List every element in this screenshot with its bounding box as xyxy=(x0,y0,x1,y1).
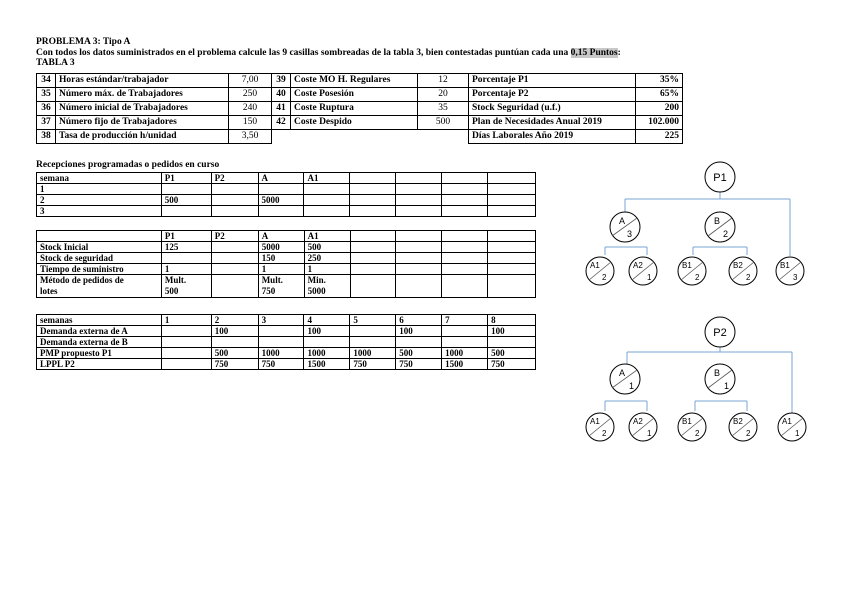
tabla3-row xyxy=(37,74,683,88)
column-header: 6 xyxy=(396,315,442,326)
table-cell: 500 xyxy=(161,195,211,206)
table-cell: 500 xyxy=(488,348,536,359)
table-cell: 1 xyxy=(304,264,350,275)
row-number: 34 xyxy=(37,74,56,88)
p1-b2-qty: 2 xyxy=(746,273,751,282)
column-header: P2 xyxy=(211,173,258,184)
column-header: 4 xyxy=(304,315,350,326)
table-cell: 5000 xyxy=(258,195,304,206)
p1-b1r-name: B1 xyxy=(780,261,790,270)
p2-a-qty: 1 xyxy=(629,381,635,391)
table-cell xyxy=(350,337,396,348)
lotes-cell xyxy=(258,275,304,298)
table-cell xyxy=(211,242,258,253)
table-cell: 2 xyxy=(37,195,162,206)
table-row xyxy=(37,348,536,359)
p1-root-label: P1 xyxy=(713,172,727,184)
table-cell xyxy=(396,242,442,253)
param-label: Tasa de producción h/unidad xyxy=(56,130,229,144)
table-cell: 100 xyxy=(211,326,258,337)
table-cell xyxy=(211,253,258,264)
table-row xyxy=(37,206,536,217)
table-cell xyxy=(488,195,536,206)
lotes-label xyxy=(37,275,162,298)
table-cell xyxy=(211,195,258,206)
cost-value: 500 xyxy=(418,116,469,130)
plan-value: 225 xyxy=(636,130,683,144)
p2-a2-qty: 1 xyxy=(647,429,652,438)
param-label: Número inicial de Trabajadores xyxy=(56,102,229,116)
table-cell xyxy=(350,195,396,206)
lotes-label-line1: Método de pedidos de xyxy=(40,275,124,285)
plan-value: 65% xyxy=(636,88,683,102)
column-header xyxy=(442,231,488,242)
plan-label: Días Laborales Año 2019 xyxy=(469,130,636,144)
plan-label: Porcentaje P2 xyxy=(469,88,636,102)
table-cell: 125 xyxy=(161,242,211,253)
param-label: Número fijo de Trabajadores xyxy=(56,116,229,130)
lotes-label-line2: lotes xyxy=(40,286,58,296)
problem-title: PROBLEMA 3: Tipo A xyxy=(36,37,131,47)
table-cell xyxy=(350,264,396,275)
table-cell xyxy=(161,206,211,217)
table-cell: 750 xyxy=(350,359,396,370)
product-structure-diagram xyxy=(575,150,825,460)
p1-a-qty: 3 xyxy=(627,229,633,239)
table-row xyxy=(37,337,536,348)
param-value: 7,00 xyxy=(229,74,272,88)
column-header: 1 xyxy=(161,315,211,326)
table-cell xyxy=(396,264,442,275)
table-header-row xyxy=(37,315,536,326)
table-cell xyxy=(442,206,488,217)
table-cell xyxy=(211,337,258,348)
lotes-cell xyxy=(488,275,536,298)
plan-label: Stock Seguridad (u.f.) xyxy=(469,102,636,116)
recepciones-title: Recepciones programadas o pedidos en curso xyxy=(36,160,220,170)
column-header: P1 xyxy=(161,231,211,242)
p1-b-name: B xyxy=(714,216,721,226)
plan-value: 35% xyxy=(636,74,683,88)
table-cell xyxy=(258,206,304,217)
table-row xyxy=(37,184,536,195)
p2-a1-qty: 2 xyxy=(602,429,607,438)
param-value: 150 xyxy=(229,116,272,130)
lotes-size: 750 xyxy=(261,286,276,296)
cost-label: Coste MO H. Regulares xyxy=(291,74,418,88)
tabla3-row xyxy=(37,88,683,102)
table-cell: 3 xyxy=(37,206,162,217)
tabla3-row xyxy=(37,130,683,144)
column-header xyxy=(350,231,396,242)
lotes-row xyxy=(37,275,536,298)
table-cell xyxy=(442,264,488,275)
table-row xyxy=(37,326,536,337)
table-cell xyxy=(304,195,350,206)
table-cell: 5000 xyxy=(258,242,304,253)
table-header-row xyxy=(37,231,536,242)
lotes-cell xyxy=(396,275,442,298)
table-cell xyxy=(442,184,488,195)
table-cell: 150 xyxy=(258,253,304,264)
table-cell xyxy=(488,184,536,195)
table-cell: 750 xyxy=(396,359,442,370)
table-cell: 1000 xyxy=(258,348,304,359)
table-cell xyxy=(396,253,442,264)
table-cell xyxy=(161,348,211,359)
column-header: P2 xyxy=(211,231,258,242)
lotes-cell xyxy=(350,275,396,298)
table-cell xyxy=(442,195,488,206)
table-cell xyxy=(304,206,350,217)
table-cell: LPPL P2 xyxy=(37,359,162,370)
row-number: 42 xyxy=(272,116,291,130)
table-cell xyxy=(258,184,304,195)
points-value: 0,15 Puntos xyxy=(570,47,618,58)
cost-value: 12 xyxy=(418,74,469,88)
column-header xyxy=(37,231,162,242)
p2-a2-name: A2 xyxy=(633,417,643,426)
problem-header xyxy=(36,37,836,69)
table-cell xyxy=(161,359,211,370)
table-cell: Tiempo de suministro xyxy=(37,264,162,275)
table-cell xyxy=(442,326,488,337)
table-row xyxy=(37,264,536,275)
table-cell: 1 xyxy=(161,264,211,275)
table-cell: 750 xyxy=(488,359,536,370)
param-value: 240 xyxy=(229,102,272,116)
column-header: semanas xyxy=(37,315,162,326)
p2-b-qty: 1 xyxy=(724,381,730,391)
instruction-line xyxy=(36,48,836,59)
p1-b1-name: B1 xyxy=(682,261,692,270)
column-header: P1 xyxy=(161,173,211,184)
p2-b2-name: B2 xyxy=(733,417,743,426)
row-number: 39 xyxy=(272,74,291,88)
column-header: 7 xyxy=(442,315,488,326)
column-header xyxy=(442,173,488,184)
param-value: 3,50 xyxy=(229,130,272,144)
table-cell xyxy=(396,337,442,348)
table-cell xyxy=(258,326,304,337)
column-header: A1 xyxy=(304,173,350,184)
lotes-cell xyxy=(211,275,258,298)
column-header xyxy=(396,231,442,242)
points-suffix: : xyxy=(617,47,621,58)
p1-a1-qty: 2 xyxy=(602,273,607,282)
lotes-size: 5000 xyxy=(307,286,326,296)
table-cell: Demanda externa de A xyxy=(37,326,162,337)
cost-label: Coste Ruptura xyxy=(291,102,418,116)
table-cell xyxy=(396,206,442,217)
demanda-table xyxy=(36,314,536,370)
table-row xyxy=(37,359,536,370)
table-cell: 750 xyxy=(211,359,258,370)
column-header: A1 xyxy=(304,231,350,242)
tabla3-row xyxy=(37,116,683,130)
p2-a1r-name: A1 xyxy=(782,417,792,426)
table-cell xyxy=(488,206,536,217)
table-header-row xyxy=(37,173,536,184)
table-cell: 1000 xyxy=(350,348,396,359)
tabla3-row xyxy=(37,102,683,116)
instruction-text: Con todos los datos suministrados en el problema calcule las 9 casillas sombreadas de la tabla 3, bien contestadas puntúan cada una xyxy=(36,47,569,58)
table-cell xyxy=(304,184,350,195)
table-cell: 100 xyxy=(488,326,536,337)
table-cell xyxy=(161,184,211,195)
column-header xyxy=(396,173,442,184)
table-cell xyxy=(350,184,396,195)
column-header: A xyxy=(258,173,304,184)
p1-a1-name: A1 xyxy=(590,261,600,270)
table-cell xyxy=(396,184,442,195)
table-row xyxy=(37,253,536,264)
plan-value: 200 xyxy=(636,102,683,116)
table-cell: 1 xyxy=(258,264,304,275)
lotes-cell xyxy=(442,275,488,298)
p2-b1-name: B1 xyxy=(682,417,692,426)
p1-b1r-qty: 3 xyxy=(793,273,798,282)
p2-root-label: P2 xyxy=(713,327,727,339)
cost-label: Coste Posesión xyxy=(291,88,418,102)
table-row xyxy=(37,195,536,206)
lotes-cell xyxy=(304,275,350,298)
row-number: 40 xyxy=(272,88,291,102)
table-cell xyxy=(258,337,304,348)
empty-cell xyxy=(272,130,469,144)
table-row xyxy=(37,242,536,253)
param-label: Horas estándar/trabajador xyxy=(56,74,229,88)
cost-value: 35 xyxy=(418,102,469,116)
table-cell: 500 xyxy=(211,348,258,359)
column-header: semana xyxy=(37,173,162,184)
table-cell xyxy=(488,253,536,264)
table-cell xyxy=(161,253,211,264)
table-cell xyxy=(211,206,258,217)
table-cell: 500 xyxy=(304,242,350,253)
table-cell xyxy=(161,337,211,348)
row-number: 36 xyxy=(37,102,56,116)
table-cell xyxy=(350,206,396,217)
p1-a2-name: A2 xyxy=(633,261,643,270)
plan-value: 102.000 xyxy=(636,116,683,130)
row-number: 38 xyxy=(37,130,56,144)
row-number: 37 xyxy=(37,116,56,130)
row-number: 41 xyxy=(272,102,291,116)
table-cell xyxy=(488,337,536,348)
table-cell xyxy=(442,253,488,264)
lotes-method: Min. xyxy=(307,275,326,285)
param-value: 250 xyxy=(229,88,272,102)
p2-b1-qty: 2 xyxy=(695,429,700,438)
plan-label: Plan de Necesidades Anual 2019 xyxy=(469,116,636,130)
p2-a1-name: A1 xyxy=(590,417,600,426)
table-cell: Stock Inicial xyxy=(37,242,162,253)
table-cell: 1 xyxy=(37,184,162,195)
table-cell xyxy=(161,326,211,337)
table-cell: 1500 xyxy=(442,359,488,370)
table-cell xyxy=(211,184,258,195)
table-cell xyxy=(350,326,396,337)
p2-a1r-qty: 1 xyxy=(795,429,800,438)
table-cell xyxy=(488,264,536,275)
stock-table xyxy=(36,230,536,298)
table-cell xyxy=(488,242,536,253)
table-cell: 500 xyxy=(396,348,442,359)
table-cell: 1500 xyxy=(304,359,350,370)
plan-label: Porcentaje P1 xyxy=(469,74,636,88)
table-cell: 250 xyxy=(304,253,350,264)
cost-label: Coste Despido xyxy=(291,116,418,130)
lotes-method: Mult. xyxy=(261,275,283,285)
table-cell: 100 xyxy=(396,326,442,337)
lotes-method: Mult. xyxy=(164,275,187,285)
column-header: 8 xyxy=(488,315,536,326)
table-cell: Demanda externa de B xyxy=(37,337,162,348)
column-header xyxy=(488,231,536,242)
table-cell xyxy=(350,242,396,253)
table-cell xyxy=(396,195,442,206)
p1-b-qty: 2 xyxy=(723,229,729,239)
column-header xyxy=(488,173,536,184)
table-cell: 1000 xyxy=(304,348,350,359)
table-title: TABLA 3 xyxy=(36,58,75,68)
table-cell xyxy=(442,337,488,348)
p2-b2-qty: 2 xyxy=(746,429,751,438)
table-cell xyxy=(350,253,396,264)
p1-a2-qty: 1 xyxy=(647,273,652,282)
cost-value: 20 xyxy=(418,88,469,102)
param-label: Número máx. de Trabajadores xyxy=(56,88,229,102)
column-header: 2 xyxy=(211,315,258,326)
tabla3 xyxy=(36,73,683,144)
table-cell: 750 xyxy=(258,359,304,370)
p1-b2-name: B2 xyxy=(733,261,743,270)
lotes-cell xyxy=(161,275,211,298)
table-cell: 100 xyxy=(304,326,350,337)
column-header: A xyxy=(258,231,304,242)
table-cell: 1000 xyxy=(442,348,488,359)
row-number: 35 xyxy=(37,88,56,102)
p1-b1-qty: 2 xyxy=(695,273,700,282)
p1-a-name: A xyxy=(619,216,626,226)
column-header: 3 xyxy=(258,315,304,326)
column-header: 5 xyxy=(350,315,396,326)
column-header xyxy=(350,173,396,184)
recepciones-table xyxy=(36,172,536,217)
table-cell xyxy=(442,242,488,253)
p2-a-name: A xyxy=(619,368,626,378)
table-cell xyxy=(211,264,258,275)
p2-b-name: B xyxy=(714,368,721,378)
table-cell: PMP propuesto P1 xyxy=(37,348,162,359)
table-cell: Stock de seguridad xyxy=(37,253,162,264)
table-cell xyxy=(304,337,350,348)
lotes-size: 500 xyxy=(164,286,179,296)
